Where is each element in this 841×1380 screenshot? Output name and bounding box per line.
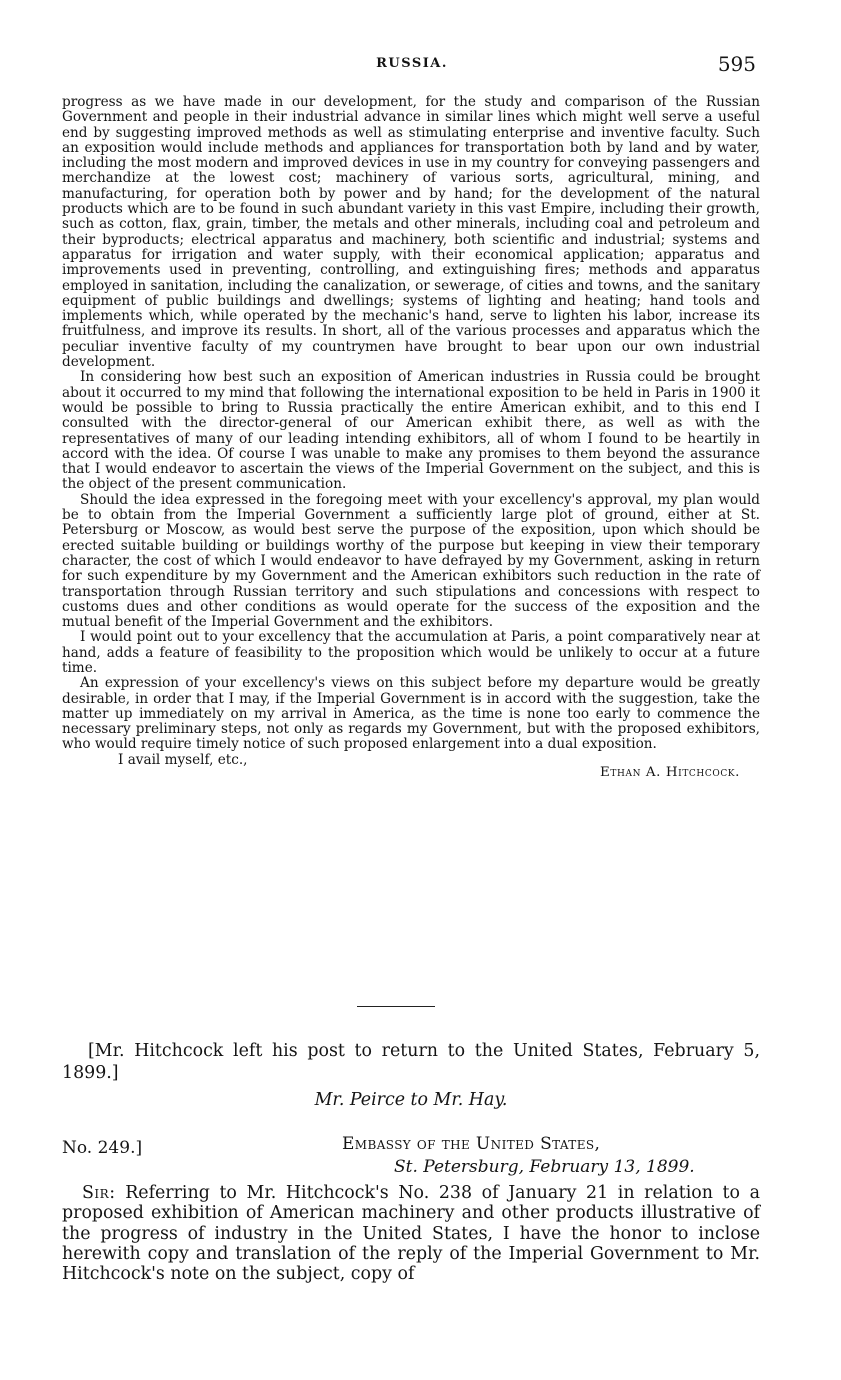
document-number: No. 249.] [62,1138,143,1158]
page-number: 595 [717,52,756,76]
letter-body [62,1183,760,1284]
dateline: St. Petersburg, February 13, 1899. [394,1157,695,1177]
salutation: Sir: [82,1183,116,1203]
editorial-note: [Mr. Hitchcock left his post to return to the United States, February 5, 1899.] [62,1041,760,1083]
signature: Ethan A. Hitchcock. [600,764,740,780]
dispatch-paragraph-2: In considering how best such an exposition of American industries in Russia could be brought about it occurred to my mind that following the international exposition to be held in Paris in 1900 it would be possible to bring to Russia practically the entire American exhibit, and to this end I consulted with the director-general of our American exhibit there, as well as with the representatives of many of our leading intending exhibitors, all of whom I found to be heartily in accord with the idea. Of course I was unable to make any promises to them beyond the assurance that I would endeavor to ascertain the views of the Imperial Government on the subject, and this is the object of the present communication. [62,369,760,493]
complimentary-close: I avail myself, etc., [118,751,248,768]
closing-block [62,753,760,781]
sender-location: Embassy of the United States, [342,1134,601,1154]
section-divider [357,1006,435,1007]
dispatch-paragraph-1: progress as we have made in our development, for the study and comparison of the Russian Government and people in their industrial advance in similar lines which might well serve a useful end by suggesting improved methods as well as stimulating enterprise and inventive faculty. Such an exposition would include methods and appliances for transportation both by land and by water, including the most modern and improved devices in use in my country for conveying passengers and merchandize at the lowest cost; machinery of various sorts, agricultural, mining, and manufacturing, for operation both by power and by hand; for the development of the natural products which are to be found in such abundant variety in this vast Empire, including their growth, such as cotton, flax, grain, timber, the metals and other minerals, including coal and petroleum and their byproducts; electrical apparatus and machinery, both scientific and industrial; systems and apparatus for irrigation and water supply, with their economical application; apparatus and improvements used in preventing, controlling, and extinguishing fires; methods and apparatus employed in sanitation, including the canalization, or sewerage, of cities and towns, and the sanitary equipment of public buildings and dwellings; systems of lighting and heating; hand tools and implements which, while operated by the mechanic's hand, serve to lighten his labor, increase its fruitfulness, and improve its results. In short, all of the various processes and apparatus which the peculiar inventive faculty of my countrymen have brought to bear upon our own industrial development. [62,94,760,371]
dispatch-paragraph-4: I would point out to your excellency that the accumulation at Paris, a point comparatively near at hand, adds a feature of feasibility to the proposition which would be unlikely to occur at a future time. [62,629,760,676]
letter-text: Referring to Mr. Hitchcock's No. 238 of January 21 in relation to a proposed exhibition of American machinery and other products illustrative of the progress of industry in the United States, I have the honor to inclose herewith copy and translation of the reply of the Imperial Government to Mr. Hitchcock's note on the subject, copy of [62,1183,760,1285]
dispatch-paragraph-5: An expression of your excellency's views on this subject before my departure would be greatly desirable, in order that I may, if the Imperial Government is in accord with the suggestion, take the matter up immediately on my arrival in America, as the time is none too early to commence the necessary preliminary steps, not only as regards my Government, but with the proposed exhibitors, who would require timely notice of such proposed enlargement into a dual exposition. [62,675,760,753]
running-head: RUSSIA. [376,56,448,71]
dispatch-paragraph-3: Should the idea expressed in the foregoing meet with your excellency's approval, my plan would be to obtain from the Imperial Government a sufficiently large plot of ground, either at St. Petersburg or Moscow, as would best serve the purpose of the exposition, upon which should be erected suitable building or buildings worthy of the purpose but keeping in view their temporary character, the cost of which I would endeavor to have defrayed by my Government, asking in return for such expenditure by my Government and the American exhibitors such reduction in the rate of transportation through Russian territory and such stipulations and concessions with respect to customs dues and other conditions as would operate for the success of the exposition and the mutual benefit of the Imperial Government and the exhibitors. [62,491,760,631]
dispatch-body [62,95,760,781]
page-header [62,52,762,82]
correspondence-heading: Mr. Peirce to Mr. Hay. [314,1090,508,1110]
